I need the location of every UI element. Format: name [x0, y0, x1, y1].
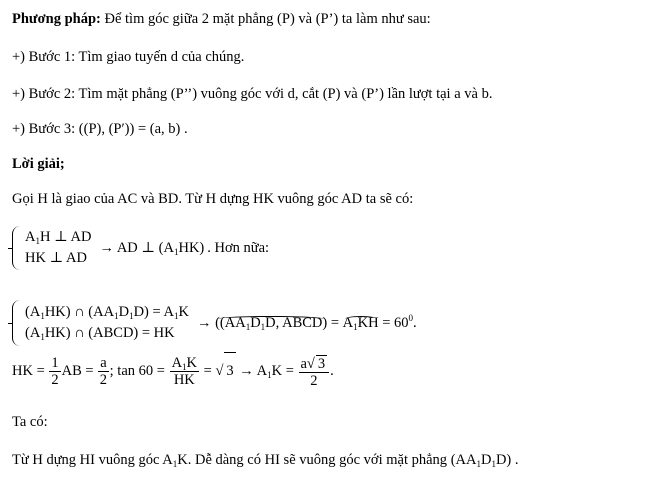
step-1: +) Bước 1: Tìm giao tuyến d của chúng. [12, 49, 245, 65]
step-3-formula: ((P), (P′)) = (a, b) . [78, 121, 188, 137]
implication-1: → AD ⊥ $(A_1HK)$ [99, 239, 205, 257]
step-3 [12, 120, 188, 138]
system-1 [12, 226, 269, 270]
method-label: Phương pháp: [12, 11, 101, 27]
step-2: +) Bước 2: Tìm mặt phẳng (P’’) vuông góc với d, cắt (P) và (P’) lần lượt tại a và b. [12, 86, 493, 102]
more-text: . Hơn nữa: [207, 239, 270, 256]
last-mid: . Dễ dàng có HI sẽ vuông góc với mặt phẳng [187, 452, 448, 468]
method-text: Để tìm góc giữa 2 mặt phẳng (P) và (P’) ta làm như sau: [104, 11, 431, 27]
ta-co: Ta có: [12, 414, 48, 430]
eq-intersection-1: $(A_1HK)$ ∩ $(AA_1D_1D) = A_1K$ [25, 304, 189, 321]
brace-icon [12, 300, 21, 346]
last-prefix: Từ H dựng HI vuông góc [12, 452, 160, 468]
method-line [12, 10, 431, 28]
last-end: . [514, 452, 519, 468]
step-3-prefix: +) Bước 3: [12, 121, 76, 137]
eq-a1h-perp-ad: $A_1H$ ⊥ AD [25, 229, 92, 246]
system-2 [12, 300, 417, 346]
solution-intro: Gọi H là giao của AC và BD. Từ H dựng HK vuông góc AD ta sẽ có: [12, 191, 414, 207]
brace-icon [12, 226, 21, 270]
a1k-formula: $A_1K$ [162, 452, 188, 469]
solution-label: Lời giải; [12, 156, 65, 172]
implication-2: → (($AA_1D_1D$, ABCD) = $A_1KH = 60^0$. [196, 312, 417, 332]
eq-hk-perp-ad: HK ⊥ AD [25, 250, 87, 266]
plane-formula: $(AA_1D_1D)$ [450, 452, 512, 469]
last-line [12, 451, 519, 469]
hk-equation: HK = $\frac{1}{2}$ AB = $\frac{a}{2}$ ; tan 60 = $\frac{A_1K}{HK}$ = √ $3 \to A_1K$ = $\frac{a√ 3}{2}$ . [12, 352, 334, 389]
eq-intersection-2: $(A_1HK)$ ∩ (ABCD) = HK [25, 325, 175, 342]
